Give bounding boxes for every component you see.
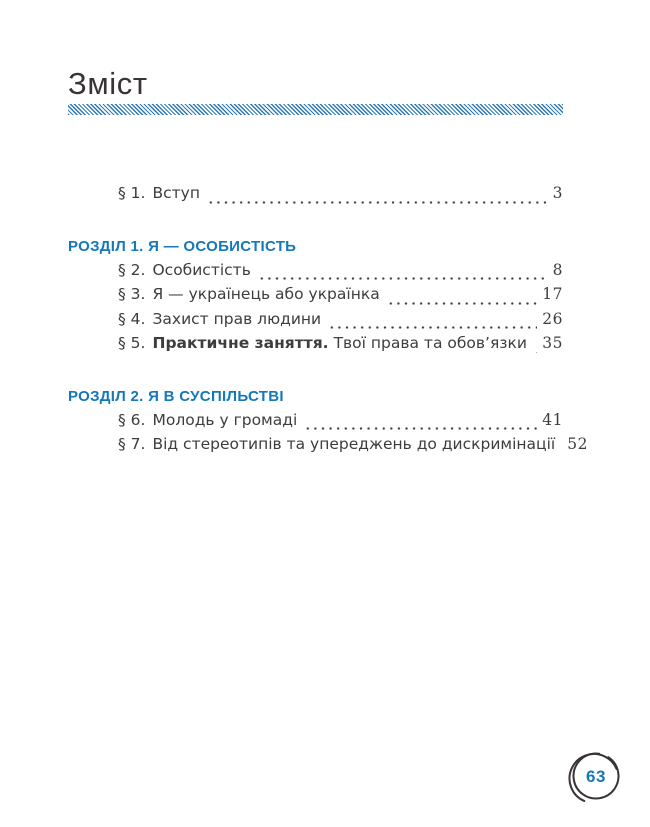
entry-text: Я — українець або українка bbox=[152, 285, 380, 303]
toc-entry bbox=[68, 310, 563, 335]
entry-label: § 1. bbox=[118, 184, 146, 202]
entry-page-number: 26 bbox=[542, 309, 563, 328]
entry-label: § 5. bbox=[118, 334, 146, 352]
page-title: Зміст bbox=[68, 66, 148, 101]
toc-entry bbox=[68, 411, 563, 436]
toc-entry bbox=[68, 285, 563, 310]
entry-label: § 7. bbox=[118, 435, 146, 453]
table-of-contents bbox=[68, 184, 588, 460]
entry-label: § 3. bbox=[118, 285, 146, 303]
toc-section-1 bbox=[68, 237, 563, 359]
entry-page-number: 52 bbox=[567, 435, 588, 453]
entry-bold-text: Практичне заняття. bbox=[152, 334, 329, 352]
dot-leader bbox=[387, 285, 538, 310]
dot-leader bbox=[207, 184, 548, 209]
toc-entry bbox=[68, 261, 563, 286]
page-number-badge bbox=[565, 746, 629, 814]
entry-text: Особистість bbox=[152, 260, 251, 279]
dot-leader bbox=[258, 261, 548, 286]
entry-text: Захист прав людини bbox=[152, 309, 322, 328]
entry-page-number: 41 bbox=[542, 410, 563, 429]
entry-text: Від стереотипів та упереджень до дискримінації bbox=[152, 435, 556, 453]
section-heading: РОЗДІЛ 2. Я В СУСПІЛЬСТВІ bbox=[68, 387, 284, 405]
page-number: 63 bbox=[586, 767, 606, 786]
toc-entry bbox=[68, 334, 563, 359]
dot-leader bbox=[304, 411, 537, 436]
toc-intro bbox=[68, 184, 563, 209]
entry-page-number: 8 bbox=[552, 260, 563, 279]
toc-entry bbox=[68, 435, 588, 460]
entry-label: § 2. bbox=[118, 260, 146, 279]
entry-text: Вступ bbox=[152, 184, 200, 202]
entry-label: § 6. bbox=[118, 410, 146, 429]
toc-section-2 bbox=[68, 387, 588, 460]
dot-leader bbox=[534, 334, 537, 359]
section-heading: РОЗДІЛ 1. Я — ОСОБИСТІСТЬ bbox=[68, 237, 297, 255]
entry-page-number: 35 bbox=[542, 334, 563, 352]
hatched-divider bbox=[68, 104, 563, 115]
entry-text: Твої права та обов’язки bbox=[333, 334, 527, 352]
toc-content bbox=[68, 66, 588, 460]
entry-page-number: 17 bbox=[542, 285, 563, 303]
entry-text: Молодь у громаді bbox=[152, 410, 298, 429]
dot-leader bbox=[328, 310, 537, 335]
entry-label: § 4. bbox=[118, 309, 146, 328]
toc-entry bbox=[68, 184, 563, 209]
entry-page-number: 3 bbox=[552, 184, 563, 202]
